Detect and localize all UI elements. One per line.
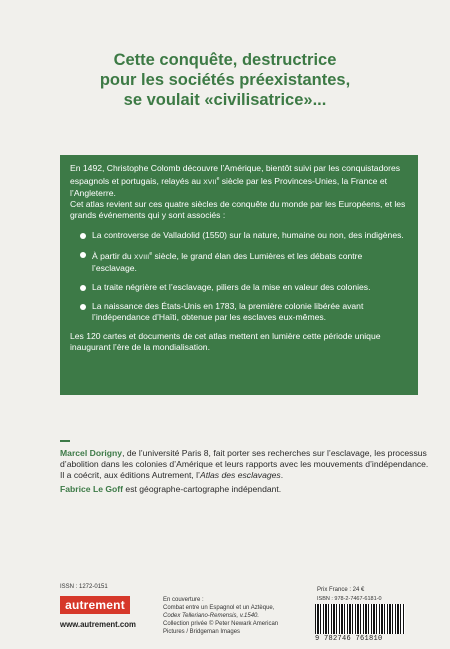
headline-line-1: Cette conquête, destructrice <box>113 51 337 69</box>
author-bio-dorigny <box>60 448 430 481</box>
closing-paragraph: Les 120 cartes et documents de cet atlas mettent en lumière cette période unique inaugurant l’ère de la mondialisation. <box>70 330 381 352</box>
author-name: Marcel Dorigny <box>60 448 123 458</box>
intro-text-b: siècle par les Provinces-Unies, la France et l’Angleterre. <box>70 175 387 198</box>
century-numeral: XVIII <box>134 253 150 261</box>
events-list <box>70 230 408 323</box>
bullet-text-post: siècle, le grand élan des Lumières et les débats contre l’esclavage. <box>92 250 363 273</box>
cover-credits <box>163 596 333 636</box>
intro-text-a: En 1492, Christophe Colomb découvre l’Amérique, bientôt suivi par les conquistadores espagnols et portugais, relayés au <box>70 163 401 186</box>
century-suffix: e <box>216 176 220 182</box>
author-bios <box>60 448 430 495</box>
century-numeral: XVII <box>203 178 217 186</box>
cover-credit-line: En couverture : <box>163 597 204 603</box>
list-item: La controverse de Valladolid (1550) sur la nature, humaine ou non, des indigènes. <box>92 230 408 241</box>
isbn-label: ISBN : 978-2-7467-6181-0 <box>317 596 382 602</box>
author-bio-text: , de l’université Paris 8, fait porter ses recherches sur l’esclavage, les processus d’abolition dans les colonies d’Amérique et leurs rapports avec les mouvements d’indépendance. Il a coécrit, aux éditions Autrement, l’ <box>60 448 429 480</box>
headline-line-3: se voulait «civilisatrice»... <box>123 91 327 109</box>
intro-paragraph-2: Cet atlas revient sur ces quatre siècles de conquête du monde par les Européens, et les grands événements qui y sont associés : <box>70 198 406 220</box>
section-divider <box>60 440 70 442</box>
price-label: Prix France : 24 € <box>317 587 365 593</box>
century-suffix: e <box>149 250 153 257</box>
bullet-text-pre: À partir du <box>92 250 135 261</box>
book-title: Atlas des esclavages <box>199 470 281 480</box>
bio-end: . <box>280 470 284 480</box>
publisher-logo: autrement <box>60 596 130 614</box>
cover-credit-line: Pictures / Bridgeman Images <box>163 629 241 635</box>
summary-box <box>60 155 418 395</box>
publisher-website: www.autrement.com <box>60 620 136 629</box>
barcode-digits: 9 782746 761810 <box>315 635 383 643</box>
headline <box>0 50 450 110</box>
list-item: La naissance des États-Unis en 1783, la première colonie libérée avant l’indépendance d’Haïti, obtenue par les esclaves eux-mêmes. <box>92 301 408 323</box>
barcode <box>315 604 405 634</box>
list-item: La traite négrière et l’esclavage, piliers de la mise en valeur des colonies. <box>92 282 408 293</box>
intro-paragraph <box>70 163 408 199</box>
cover-credit-line: Collection privée © Peter Newark American <box>163 621 279 627</box>
list-item <box>92 249 408 274</box>
cover-credit-line: Combat entre un Espagnol et un Aztèque, <box>163 605 275 611</box>
author-bio-text: est géographe-cartographe indépendant. <box>123 484 282 494</box>
author-name: Fabrice Le Goff <box>60 484 124 494</box>
cover-credit-line: Codex Telleriano-Remensis, v.1540. <box>163 613 260 619</box>
issn-label: ISSN : 1272-0151 <box>60 584 108 590</box>
author-bio-legoff <box>60 484 430 495</box>
headline-line-2: pour les sociétés préexistantes, <box>99 71 351 89</box>
